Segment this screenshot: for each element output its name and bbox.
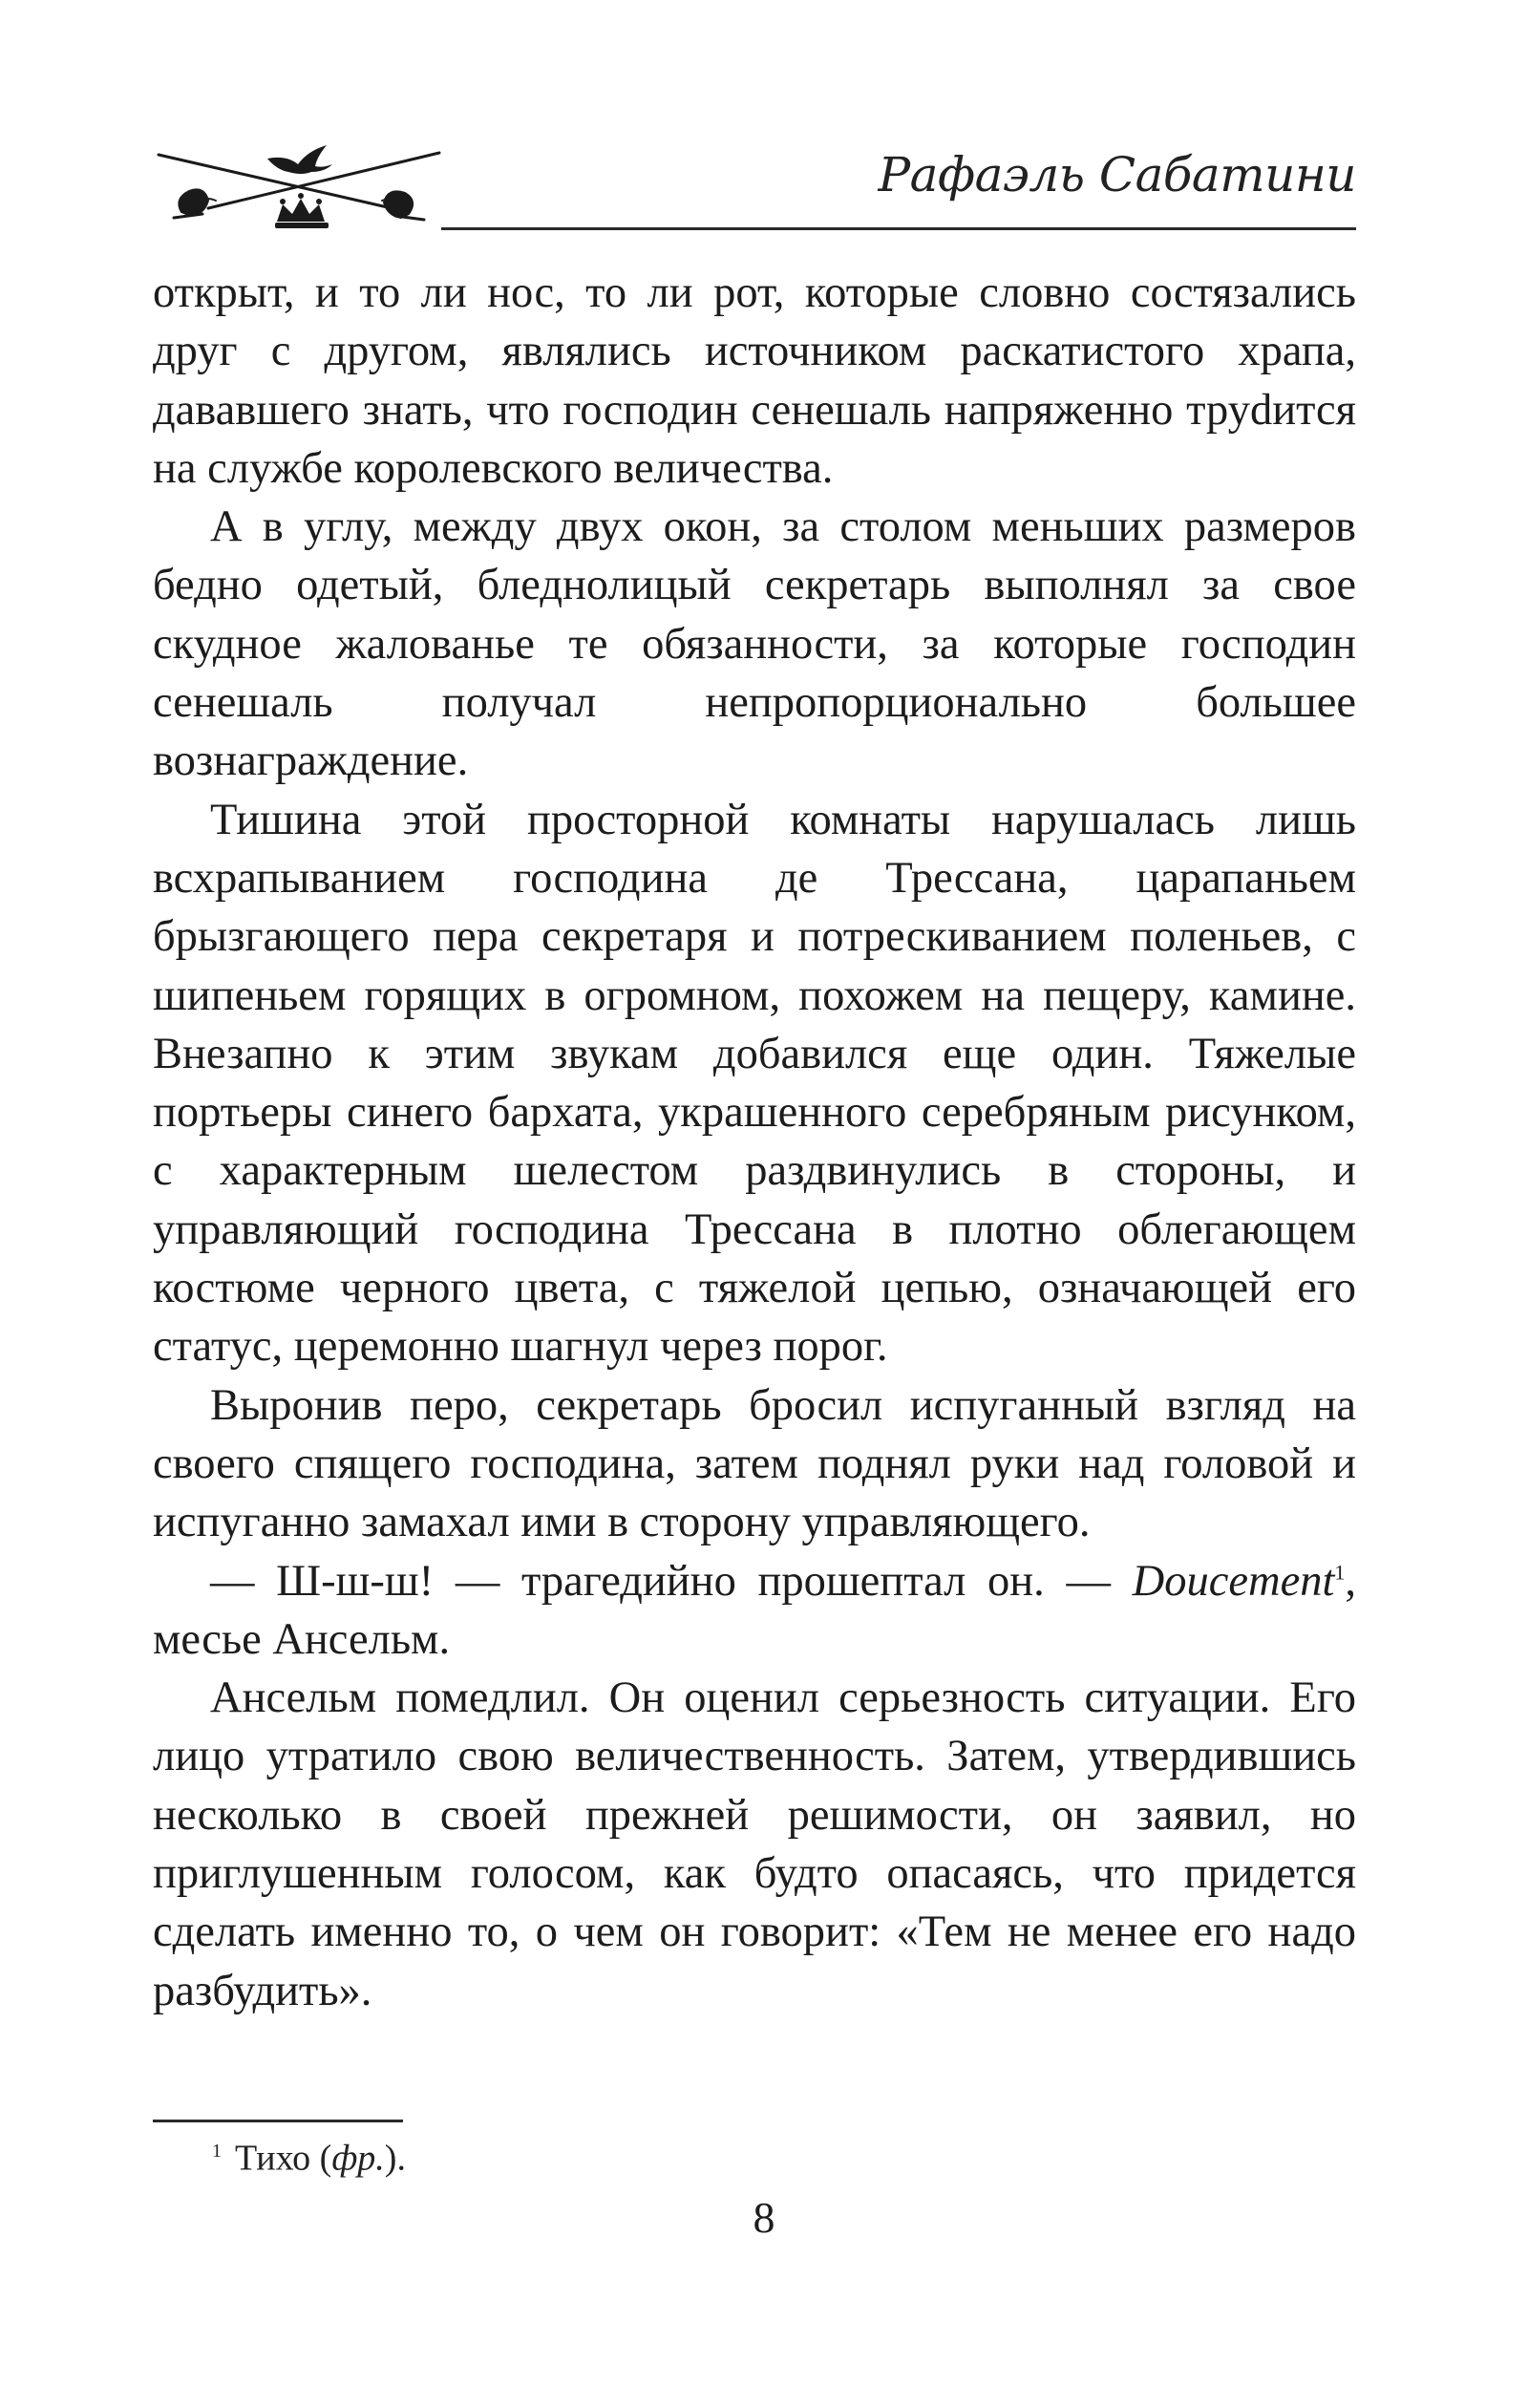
- paragraph: открыт, и то ли нос, то ли рот, которые словно состязались друг с другом, являлись источником раскатистого храпа, дававшего знать, что господин сенешаль напряженно труdится на службе королевского величества.: [153, 268, 1356, 493]
- footnote-language: фр.: [331, 2138, 385, 2179]
- dialogue-text: — Ш-ш-ш! — трагедийно прошептал он. —: [210, 1556, 1133, 1606]
- paragraph: А в углу, между двух окон, за столом меньших размеров бедно одетый, бледнолицый секретарь выполнял за свое скудное жалованье те обязанности, за которые господин сенешаль получал непропорционально большее вознаграждение.: [153, 502, 1356, 786]
- footnote-mark: 1: [212, 2141, 222, 2162]
- footnote-rule: [153, 2120, 403, 2122]
- body-text: [153, 264, 1356, 2020]
- foreign-word: Doucement: [1132, 1556, 1335, 1606]
- footnote-reference[interactable]: 1: [1334, 1560, 1346, 1585]
- footnote-text-end: ).: [384, 2138, 406, 2179]
- paragraph-dialogue: [153, 1552, 1356, 1670]
- running-head-author: Рафаэль Сабатини: [878, 147, 1356, 202]
- footnote-text: Тихо (: [235, 2138, 332, 2179]
- crossed-swords-crown-bird-icon: [153, 134, 449, 239]
- footnote: [212, 2123, 406, 2186]
- paragraph: Выронив перо, секретарь бросил испуганный взгляд на своего спящего господина, затем поднял руки над головой и испуганно замахал ими в сторону управляющего.: [153, 1380, 1356, 1547]
- paragraph: Ансельм помедлил. Он оценил серьезность ситуации. Его лицо утратило свою величественность. Затем, утвердившись несколько в своей прежней решимости, он заявил, но приглушенным голосом, как будто опасаясь, что придется сделать именно то, о чем он говорит: «Тем не менее его надо разбудить».: [153, 1673, 1356, 2015]
- paragraph: Тишина этой просторной комнаты нарушалась лишь всхрапыванием господина де Трессана, царапаньем брызгающего пера секретаря и потрескиванием поленьев, с шипеньем горящих в огромном, похожем на пещеру, камине. Внезапно к этим звукам добавился еще один. Тяжелые портьеры синего бархата, украшенного серебряным рисунком, с характерным шелестом раздвинулись в стороны, и управляющий господина Трессана в плотно облегающем костюме черного цвета, с тяжелой цепью, означающей его статус, церемонно шагнул через порог.: [153, 795, 1356, 1372]
- dialogue-text-end: , месье Ансельм.: [153, 1556, 1356, 1664]
- header-rule: [441, 227, 1356, 230]
- page-number: 8: [753, 2193, 775, 2242]
